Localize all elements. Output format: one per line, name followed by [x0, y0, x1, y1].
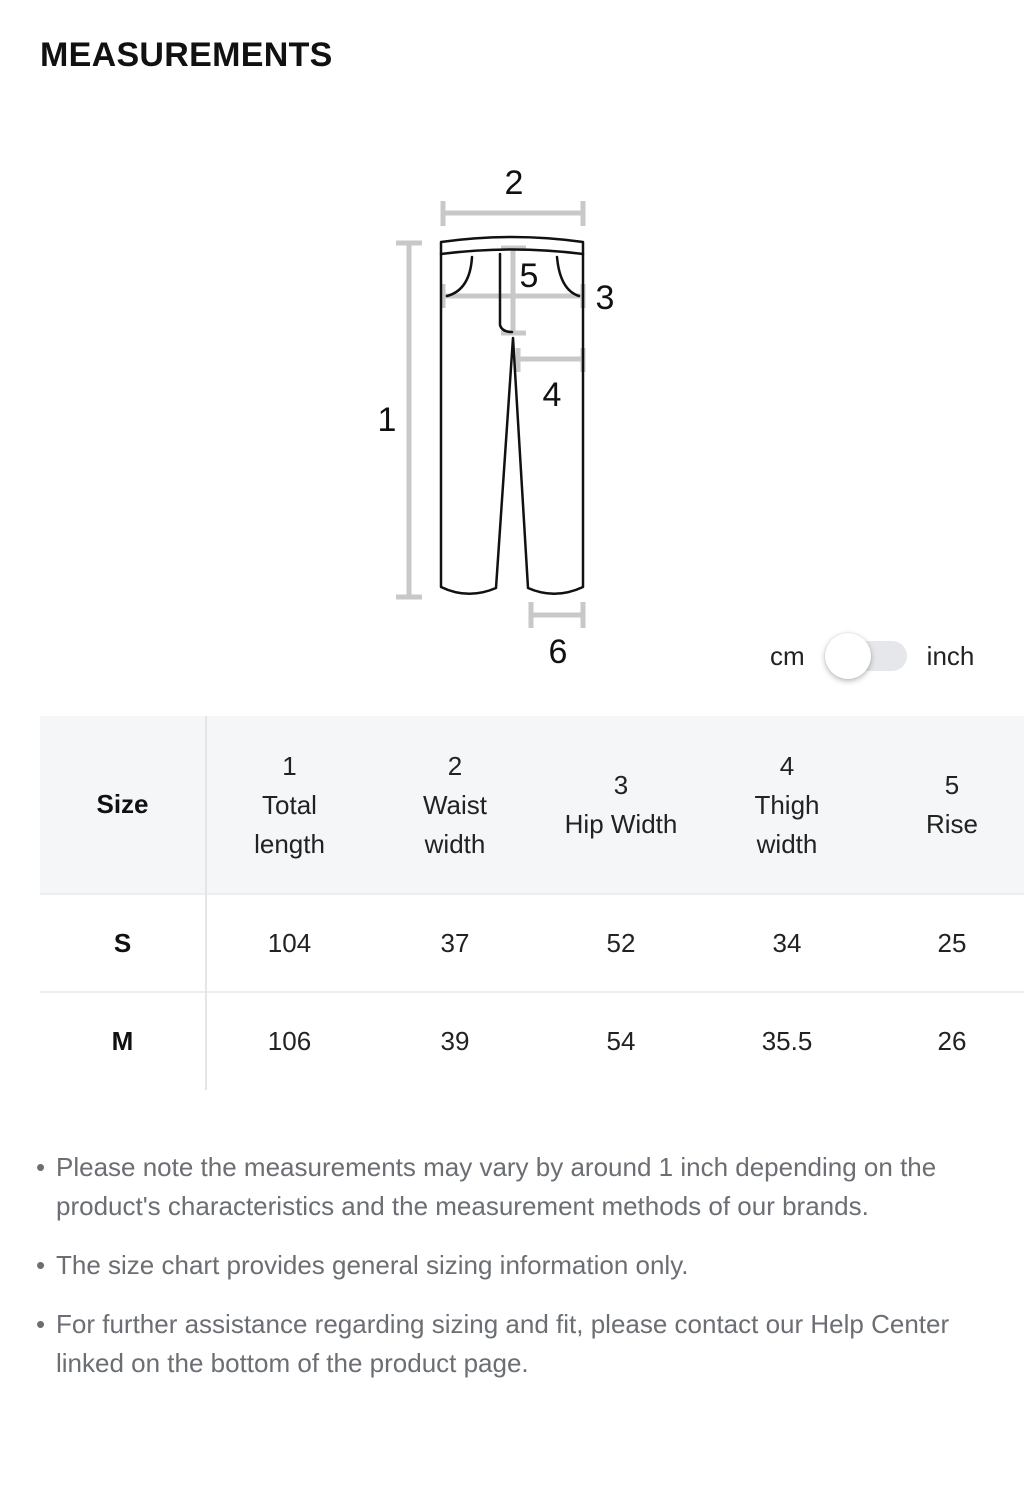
toggle-knob[interactable]: [825, 633, 871, 679]
column-header-total-length: [206, 716, 372, 894]
value-cell: 25: [937, 927, 967, 958]
fly-outline: [500, 254, 512, 332]
dimension-label-2: 2: [504, 164, 524, 202]
right-pocket-outline: [557, 257, 579, 296]
dimension-label-3: 3: [595, 279, 615, 317]
unit-toggle: [770, 634, 974, 678]
dimension-label-4: 4: [542, 376, 562, 414]
value-cell: 37: [440, 927, 470, 958]
column-name: Waist width: [422, 789, 488, 859]
value-cell: 39: [440, 1026, 470, 1056]
column-header-size: Size: [40, 716, 206, 894]
size-cell: S: [40, 894, 206, 992]
note-item: • For further assistance regarding sizing and fit, please contact our Help Center linked on the bottom of the product page.: [36, 1305, 996, 1383]
column-name: Hip Width: [564, 809, 678, 839]
size-cell: M: [40, 992, 206, 1090]
dimension-label-1: 1: [377, 401, 397, 439]
column-number: 1: [282, 750, 297, 781]
value-cell: 106: [267, 1026, 312, 1056]
unit-label-cm[interactable]: cm: [770, 640, 805, 671]
left-pocket-outline: [447, 257, 472, 296]
unit-toggle-switch[interactable]: [825, 639, 905, 673]
table-row-size-s: [40, 894, 1024, 992]
column-number: 5: [944, 770, 960, 800]
column-header-waist-width: [372, 716, 538, 894]
value-cell: 35.5: [761, 1026, 813, 1056]
column-header-hip-width: [538, 716, 704, 894]
dimension-label-6: 6: [548, 633, 568, 671]
value-cell: 26: [937, 1026, 967, 1056]
note-item: • The size chart provides general sizing information only.: [36, 1246, 996, 1285]
pants-illustration: [0, 150, 1024, 680]
column-number: 4: [779, 750, 795, 781]
table-header-row: [40, 716, 1024, 894]
column-name: Thigh width: [754, 789, 820, 859]
dimension-label-5: 5: [519, 257, 539, 295]
column-name: Total length: [254, 789, 325, 859]
size-notes-list: [36, 1148, 996, 1403]
column-number: 3: [613, 770, 629, 800]
page-title: MEASUREMENTS: [40, 36, 333, 74]
value-cell: 34: [772, 927, 802, 958]
note-item: • Please note the measurements may vary by around 1 inch depending on the product's characteristics and the measurement methods of our brands.: [36, 1148, 996, 1226]
unit-label-inch[interactable]: inch: [926, 640, 975, 671]
value-cell: 104: [267, 927, 312, 958]
size-table-container[interactable]: [40, 716, 1024, 1090]
table-row-size-m: [40, 992, 1024, 1090]
value-cell: 54: [606, 1026, 636, 1056]
column-number: 2: [447, 750, 463, 781]
column-header-rise: [870, 716, 1024, 894]
pants-measurement-diagram: [0, 150, 1024, 680]
column-header-thigh-width: [704, 716, 870, 894]
column-name: Rise: [925, 809, 978, 839]
size-table: [40, 716, 1024, 1090]
value-cell: 52: [606, 927, 636, 958]
